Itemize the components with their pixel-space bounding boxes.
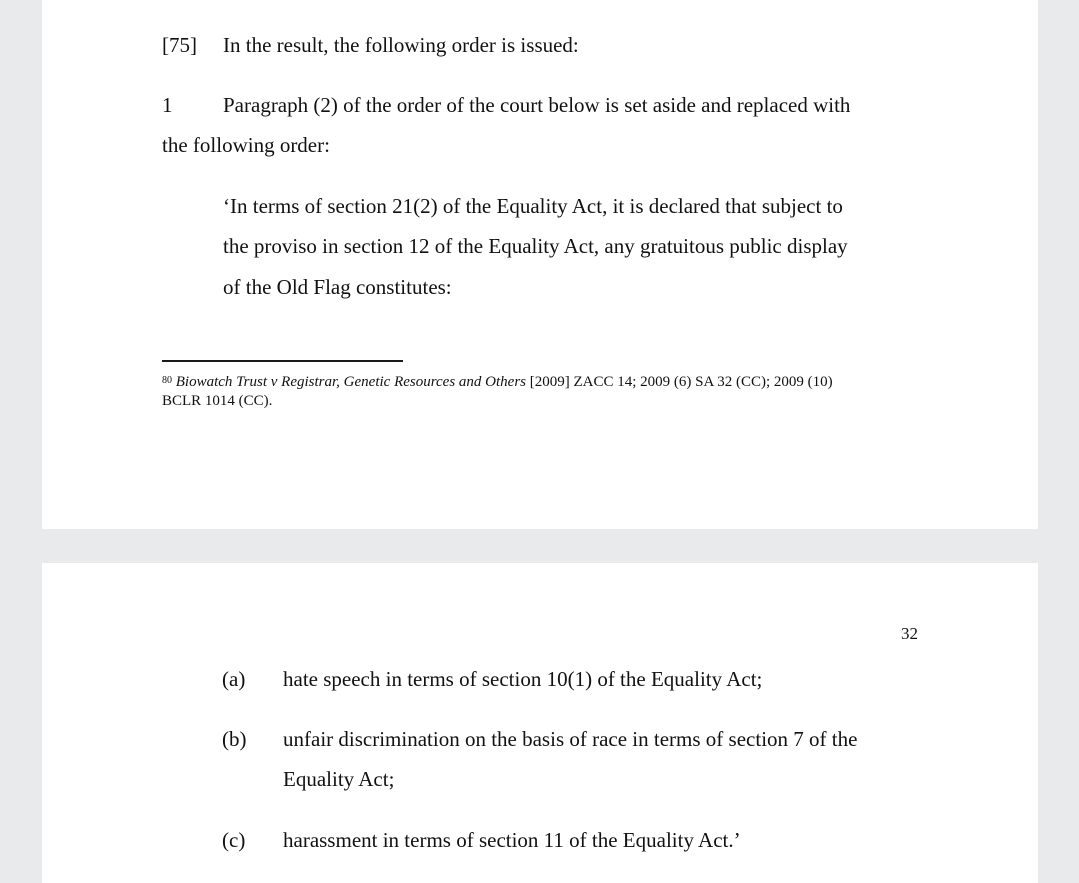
order-item-1-line-2: the following order: [162,133,330,157]
order-item-number-1: 1 [162,93,173,117]
order-item-1-line-1: Paragraph (2) of the order of the court below is set aside and replaced with [223,93,851,117]
quoted-order-line-3: of the Old Flag constitutes: [223,275,452,299]
quoted-order-line-1: ‘In terms of section 21(2) of the Equality Act, it is declared that subject to [223,194,843,218]
page-number: 32 [901,624,918,643]
list-item-b-line-2: Equality Act; [283,767,395,791]
footnote-separator [162,360,403,362]
quoted-order-line-2: the proviso in section 12 of the Equality Act, any gratuitous public display [223,234,848,258]
footnote-80 [162,373,833,392]
list-item-b-line-1: unfair discrimination on the basis of race in terms of section 7 of the [283,727,858,751]
document-page-2 [42,563,1038,883]
footnote-case-name: Biowatch Trust v Registrar, Genetic Resources and Others [175,374,526,390]
footnote-citation: [2009] ZACC 14; 2009 (6) SA 32 (CC); 2009 (10) [529,374,833,390]
list-item-label-b: (b) [222,727,247,751]
footnote-marker: 80 [162,375,172,386]
footnote-80-line-2: BCLR 1014 (CC). [162,393,273,409]
list-item-a-text: hate speech in terms of section 10(1) of the Equality Act; [283,667,763,691]
list-item-c-text: harassment in terms of section 11 of the Equality Act.’ [283,828,741,852]
list-item-label-a: (a) [222,667,246,691]
document-page-1 [42,0,1038,529]
list-item-label-c: (c) [222,828,246,852]
paragraph-number-75: [75] [162,33,197,57]
paragraph-75-text: In the result, the following order is issued: [223,33,579,57]
